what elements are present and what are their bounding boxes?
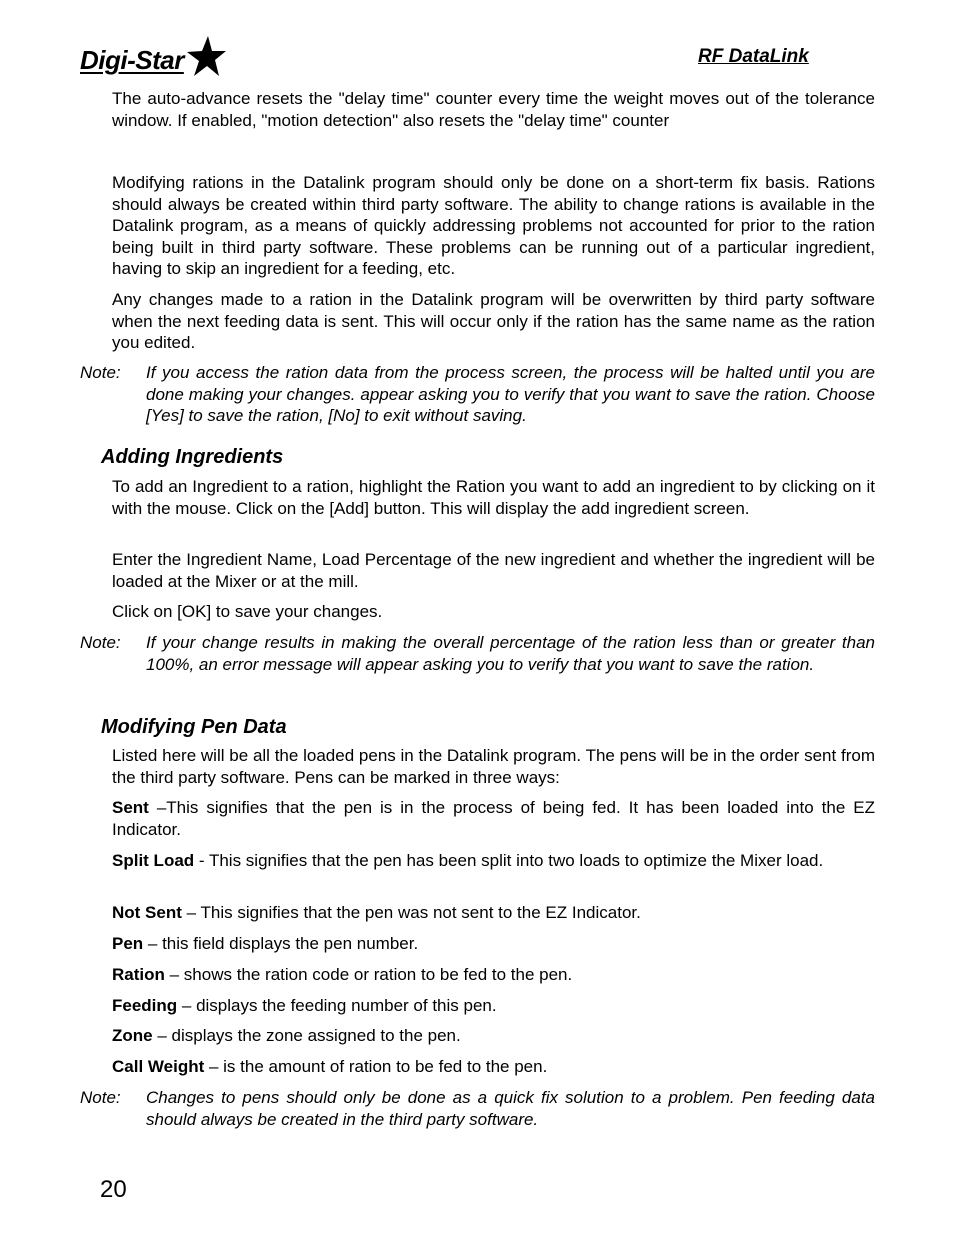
- note-percentage: [80, 632, 875, 675]
- definition-term: Call Weight: [112, 1057, 205, 1076]
- paragraph-pens-listed: Listed here will be all the loaded pens in the Datalink program. The pens will be in the order sent from the third party software. Pens can be marked in three ways:: [112, 746, 875, 787]
- definition-term: Feeding: [112, 996, 178, 1015]
- page-number: 20: [100, 1176, 127, 1203]
- heading-adding-ingredients: Adding Ingredients: [101, 446, 284, 468]
- logo-text: Digi-Star: [80, 44, 184, 75]
- definition-term: Zone: [112, 1026, 153, 1045]
- paragraph-click-ok: Click on [OK] to save your changes.: [112, 602, 383, 621]
- paragraph-enter-ingredient: Enter the Ingredient Name, Load Percentage of the new ingredient and whether the ingredient will be loaded at the Mixer or at the mill.: [112, 550, 875, 591]
- paragraph-modifying-rations: Modifying rations in the Datalink program should only be done on a short-term fix basis. Rations should always be created within third party software. The ability to change rations is available in the Datalink program, as a means of quickly addressing problems not accounted for prior to the ration being built in third party software. These problems can be running out of a particular ingredient, having to skip an ingredient for a feeding, etc.: [112, 173, 875, 278]
- paragraph-auto-advance: The auto-advance resets the "delay time" counter every time the weight moves out of the tolerance window. If enabled, "motion detection" also resets the "delay time" counter: [112, 89, 875, 130]
- note-text: If you access the ration data from the process screen, the process will be halted until you are done making your changes. appear asking you to verify that you want to save the ration. Choose [Yes] to save the ration, [No] to exit without saving.: [146, 363, 875, 425]
- definition-text: – is the amount of ration to be fed to the pen.: [204, 1057, 548, 1076]
- definition-sent: [112, 797, 875, 840]
- note-process-screen: [80, 362, 875, 427]
- note-label: Note:: [80, 363, 121, 382]
- definition-text: –This signifies that the pen is in the process of being fed. It has been loaded into the EZ Indicator.: [112, 798, 875, 839]
- definition-text: - This signifies that the pen has been split into two loads to optimize the Mixer load.: [194, 851, 824, 870]
- definition-text: – this field displays the pen number.: [143, 934, 419, 953]
- definition-ration: [112, 964, 875, 986]
- definition-term: Not Sent: [112, 903, 182, 922]
- definition-split-load: [112, 850, 875, 872]
- definition-term: Split Load: [112, 851, 195, 870]
- definition-term: Pen: [112, 934, 144, 953]
- digi-star-logo: [80, 38, 226, 82]
- heading-modifying-pen-data: Modifying Pen Data: [101, 716, 287, 738]
- note-text: Changes to pens should only be done as a quick fix solution to a problem. Pen feeding data should always be created in the third party software.: [146, 1088, 875, 1129]
- note-text: If your change results in making the overall percentage of the ration less than or greater than 100%, an error message will appear asking you to verify that you want to save the ration.: [146, 633, 875, 674]
- definition-text: – This signifies that the pen was not sent to the EZ Indicator.: [181, 903, 641, 922]
- definition-not-sent: [112, 902, 875, 924]
- definition-zone: [112, 1025, 875, 1047]
- definition-text: – displays the zone assigned to the pen.: [152, 1026, 461, 1045]
- paragraph-add-ingredient: To add an Ingredient to a ration, highlight the Ration you want to add an ingredient to by clicking on it with the mouse. Click on the [Add] button. This will display the add ingredient screen.: [112, 477, 875, 518]
- definition-term: Ration: [112, 965, 165, 984]
- star-icon: [182, 36, 226, 78]
- definition-text: – displays the feeding number of this pen.: [177, 996, 497, 1015]
- definition-feeding: [112, 995, 875, 1017]
- definition-call-weight: [112, 1056, 875, 1078]
- definition-text: – shows the ration code or ration to be fed to the pen.: [164, 965, 573, 984]
- note-pen-changes: [80, 1087, 875, 1130]
- section-title: RF DataLink: [698, 46, 809, 67]
- definition-pen: [112, 933, 875, 955]
- note-label: Note:: [80, 633, 121, 652]
- definition-term: Sent: [112, 798, 149, 817]
- paragraph-overwrite: Any changes made to a ration in the Datalink program will be overwritten by third party software when the next feeding data is sent. This will occur only if the ration has the same name as the ration you edited.: [112, 290, 875, 352]
- note-label: Note:: [80, 1088, 121, 1107]
